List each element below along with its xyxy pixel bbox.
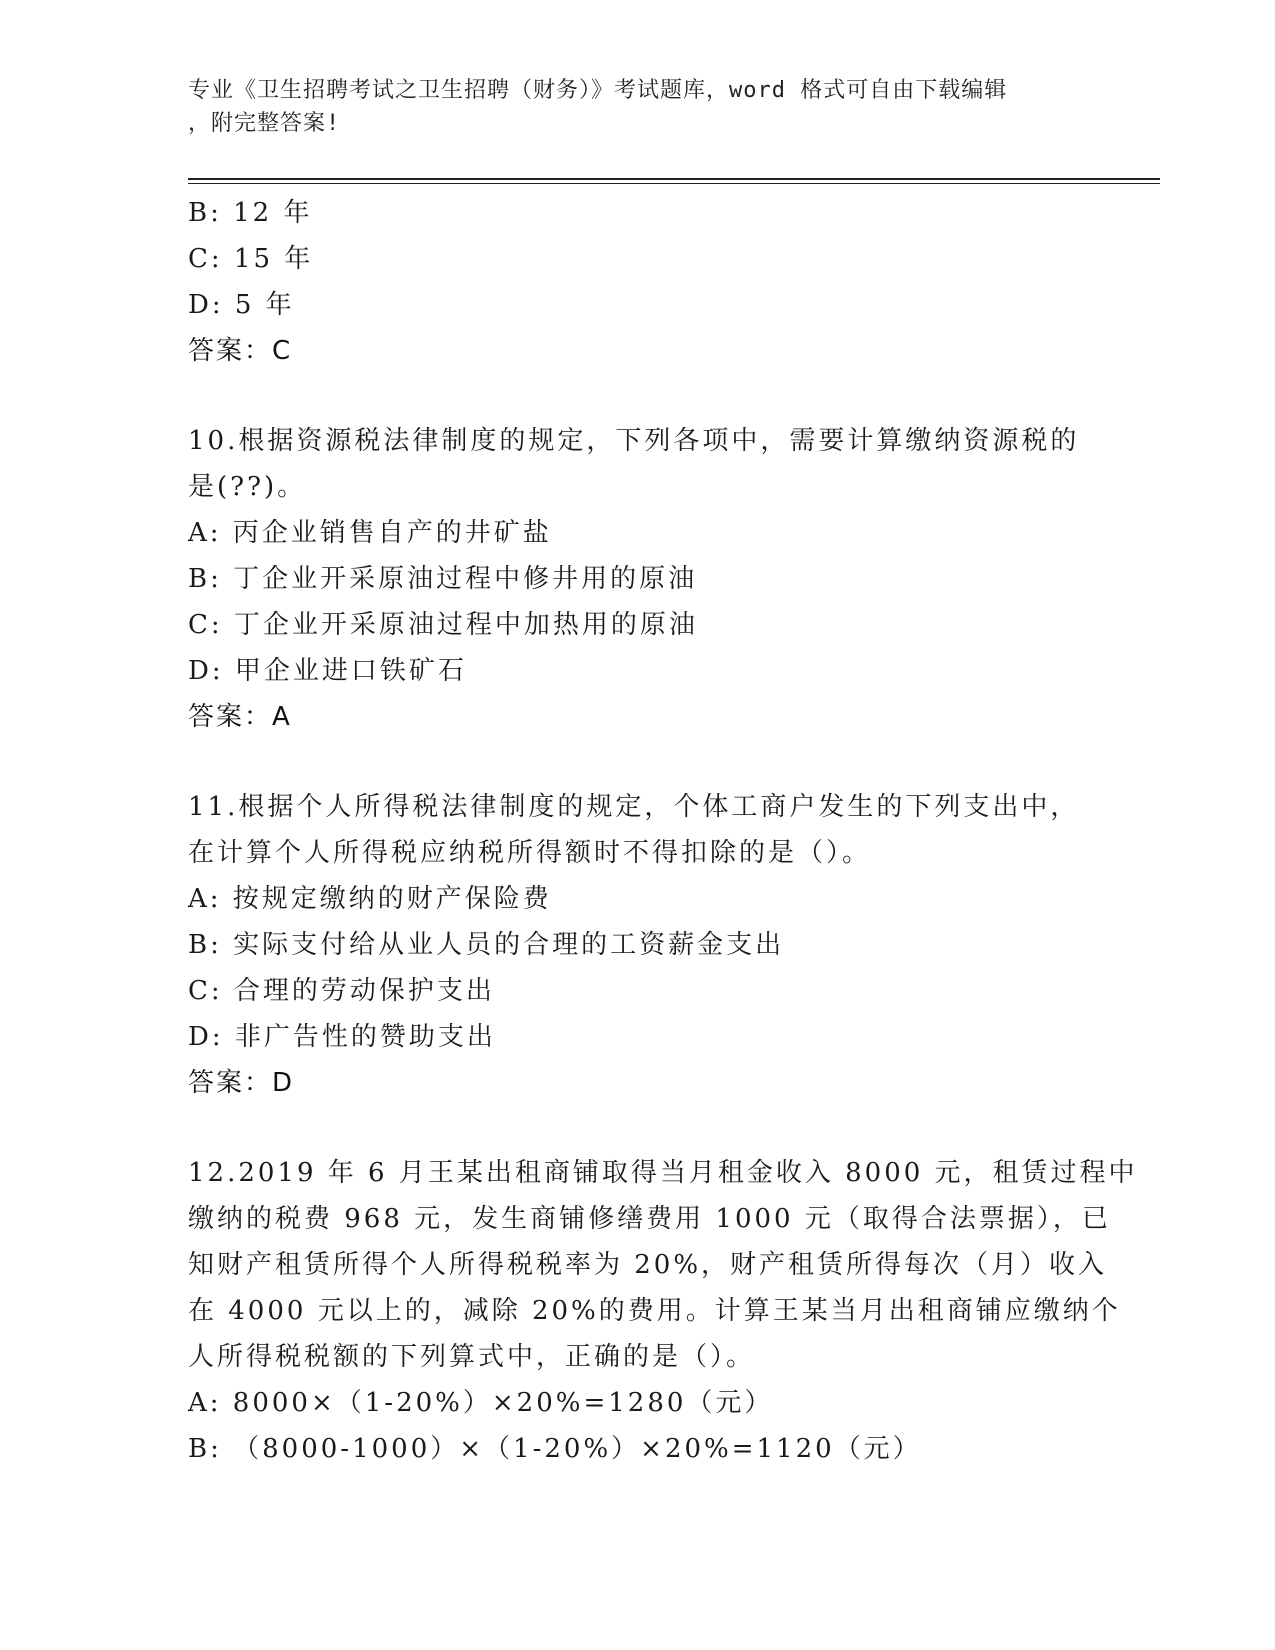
header-divider-thin [188,183,1160,184]
question-content [188,190,1138,1472]
header-line-2: ，附完整答案! [188,111,341,136]
question-9-tail [188,190,1088,374]
option-b: B: 丁企业开采原油过程中修井用的原油 [188,564,698,594]
question-stem: 在计算个人所得税应纳税所得额时不得扣除的是（）。 [188,838,872,868]
question-stem: 在 4000 元以上的，减除 20%的费用。计算王某当月出租商铺应缴纳个 [188,1296,1121,1326]
question-stem: 11.根据个人所得税法律制度的规定，个体工商户发生的下列支出中， [188,792,1080,822]
option-c: C: 合理的劳动保护支出 [188,976,495,1006]
header-line-1: 专业《卫生招聘考试之卫生招聘（财务）》考试题库，word 格式可自由下载编辑 [188,78,1008,103]
answer: 答案：D [188,1068,295,1098]
option-a: A: 8000×（1-20%）×20%=1280（元） [188,1388,774,1418]
option-d: D: 5 年 [188,290,295,320]
option-d: D: 非广告性的赞助支出 [188,1022,496,1052]
question-stem: 知财产租赁所得个人所得税税率为 20%，财产租赁所得每次（月）收入 [188,1250,1108,1280]
option-a: A: 丙企业销售自产的井矿盐 [188,518,552,548]
page-header [188,74,1068,140]
question-stem: 是(??)。 [188,472,307,502]
question-stem: 缴纳的税费 968 元，发生商铺修缮费用 1000 元（取得合法票据），已 [188,1204,1111,1234]
question-stem: 12.2019 年 6 月王某出租商铺取得当月租金收入 8000 元，租赁过程中 [188,1158,1138,1188]
question-11 [188,784,1088,1106]
question-10 [188,418,1088,740]
option-c: C: 15 年 [188,244,314,274]
answer: 答案：C [188,336,293,366]
answer: 答案：A [188,702,292,732]
header-divider [188,178,1160,180]
option-b: B: 12 年 [188,198,313,228]
option-b: B: 实际支付给从业人员的合理的工资薪金支出 [188,930,785,960]
option-b: B: （8000-1000）×（1-20%）×20%=1120（元） [188,1434,922,1464]
option-c: C: 丁企业开采原油过程中加热用的原油 [188,610,698,640]
question-12 [188,1150,1138,1472]
option-a: A: 按规定缴纳的财产保险费 [188,884,552,914]
question-stem: 人所得税税额的下列算式中，正确的是（）。 [188,1342,756,1372]
option-d: D: 甲企业进口铁矿石 [188,656,467,686]
question-stem: 10.根据资源税法律制度的规定，下列各项中，需要计算缴纳资源税的 [188,426,1080,456]
